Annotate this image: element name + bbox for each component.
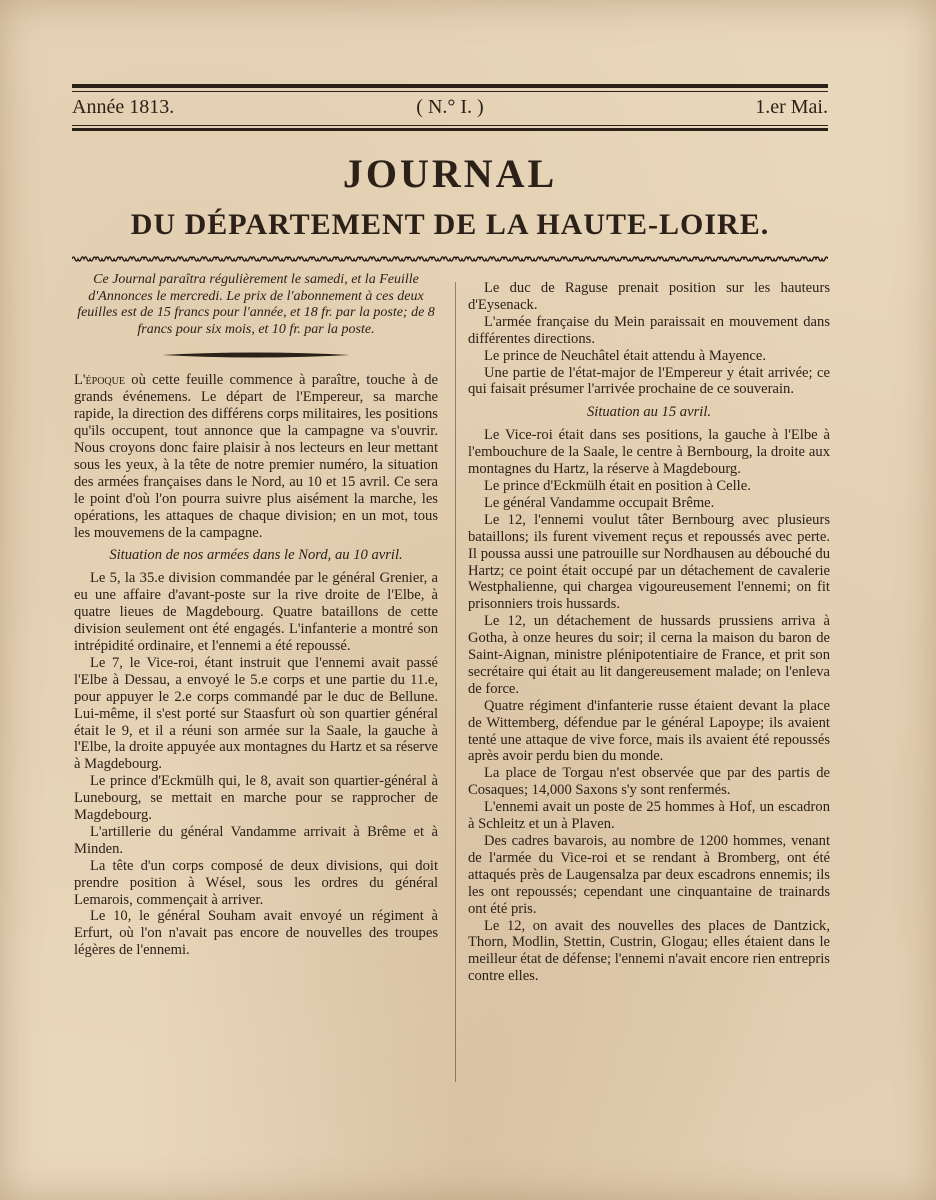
issue-year: Année 1813. — [72, 96, 175, 118]
paragraph: Des cadres bavarois, au nombre de 1200 hommes, venant de l'armée du Vice-roi et se rendant à Bromberg, ont été attaqués près de Laugensalza par deux escadrons ennemis; ils les ont repoussés; cependant une cinquantaine de trainards ont été pris. — [468, 833, 830, 917]
journal-title: JOURNAL — [342, 151, 558, 196]
paragraph: Quatre régiment d'infanterie russe étaient devant la place de Wittemberg, défendue par le général Lapoype; ils avaient tenté une attaque de vive force, mais ils avaient été repoussés après avoir perdu bien du monde. — [468, 697, 830, 765]
top-rule-thin — [72, 91, 828, 92]
paragraph: Le général Vandamme occupait Brême. — [484, 494, 715, 511]
paragraph: Le prince d'Eckmülh qui, le 8, avait son quartier-général à Lunebourg, se mettait en marche pour se rapprocher de Magdebourg. — [74, 773, 438, 824]
lead-word: L'époque — [74, 372, 125, 389]
issue-number: ( N.° I. ) — [416, 96, 484, 118]
ornament-divider — [74, 344, 438, 366]
opening-paragraph-text: où cette feuille commence à paraître, touche à de grands événemens. Le départ de l'Empereur, sa marche rapide, la direction des différens corps militaires, les positions qu'ils occupent, tout annonce que la campagne va s'ouvrir. Nous croyons donc faire plaisir à nos lecteurs en leur mettant sous les yeux, à la tête de notre premier numéro, la situation des armées françaises dans le Nord, au 10 et 15 avril. Ce sera le point d'où l'on pourra suivre plus aisément la marche, les opérations, les attaques de chaque division; en un mot, tous les mouvemens de la campagne. — [74, 372, 438, 541]
paragraph: La place de Torgau n'est observée que par des partis de Cosaques; 14,000 Saxons s'y sont renfermés. — [468, 765, 830, 799]
paragraph: Le duc de Raguse prenait position sur les hauteurs d'Eysenack. — [468, 280, 830, 313]
section-heading-10-avril: Situation de nos armées dans le Nord, au 10 avril. — [109, 547, 403, 564]
paragraph: Le 12, un détachement de hussards prussiens arriva à Gotha, à onze heures du soir; il cerna la maison du baron de Saint-Aignan, ministre plénipotentiaire de France, et prit son secrétaire qui était au lit dangereusement malade; on l'enleva de force. — [468, 613, 830, 697]
paragraph: Le 12, on avait des nouvelles des places de Dantzick, Thorn, Modlin, Stettin, Custrin, Glogau; elles étaient dans le meilleur état de défense; l'ennemi n'avait encore rien entrepris contre elles. — [468, 917, 830, 985]
subscription-notice: Ce Journal paraîtra régulièrement le samedi, et la Feuille d'Annonces le mercredi. Le prix de l'abonnement à ces deux feuilles est de 15 francs pour l'année, et 18 fr. par la poste; de 8 francs pour six mois, et 10 fr. par la poste. — [77, 272, 435, 337]
paragraph: La tête d'un corps composé de deux divisions, qui doit prendre position à Wésel, sous les ordres du général Lemarois, commençait à arriver. — [74, 857, 438, 908]
paragraph: Le 7, le Vice-roi, étant instruit que l'ennemi avait passé l'Elbe à Dessau, a envoyé le 5.e corps et une partie du 11.e, pour appuyer le 2.e corps commandé par le duc de Bellune. Lui-même, il s'est porté sur Staasfurt où son quartier général était le 9, et il a réuni son armée sur la Saale, la gauche à l'Elbe, la droite appuyée aux montagnes du Hartz et sa réserve à Magdebourg. — [74, 654, 438, 773]
paragraph: Le 10, le général Souham avait envoyé un régiment à Erfurt, où l'on n'avait pas encore de nouvelles des troupes légères de l'ennemi. — [74, 908, 438, 959]
paragraph: L'artillerie du général Vandamme arrivait à Brême et à Minden. — [74, 823, 438, 857]
paragraph: Une partie de l'état-major de l'Empereur y était arrivée; ce qui faisait présumer l'arrivée prochaine de ce souverain. — [468, 364, 830, 398]
paragraph: Le 12, l'ennemi voulut tâter Bernbourg avec plusieurs bataillons; ils furent vivement reçus et repoussés avec perte. Il poussa aussi une patrouille sur Nordhausen au débouché du Hartz; ce point était occupé par un détachement de cavalerie Westphalienne, qui chargea vigoureusement l'ennemi; on fit prisonniers trois hussards. — [468, 511, 830, 613]
dateline — [72, 96, 828, 122]
dateline-rule — [72, 128, 828, 131]
right-column — [468, 280, 830, 985]
wavy-rule — [72, 254, 828, 264]
column-divider — [455, 282, 456, 1082]
paragraph: Le Vice-roi était dans ses positions, la gauche à l'Elbe à l'embouchure de la Saale, le centre à Bernbourg, la droite aux montagnes du Hartz, la réserve à Magdebourg. — [468, 427, 830, 478]
paragraph: Le prince d'Eckmülh était en position à Celle. — [484, 477, 751, 494]
issue-date: 1.er Mai. — [755, 96, 828, 118]
journal-subtitle: DU DÉPARTEMENT DE LA HAUTE-LOIRE. — [130, 208, 770, 241]
left-column — [74, 270, 438, 959]
paragraph: Le prince de Neuchâtel était attendu à Mayence. — [484, 347, 766, 364]
dateline-rule-thin — [72, 125, 828, 126]
paragraph: L'armée française du Mein paraissait en mouvement dans différentes directions. — [468, 313, 830, 347]
section-heading-15-avril: Situation au 15 avril. — [586, 404, 712, 421]
paragraph: Le 5, la 35.e division commandée par le général Grenier, a eu une affaire d'avant-poste sur la rive droite de l'Elbe, à quatre lieues de Magdebourg. Quatre bataillons de cette division seulement ont été engagés. L'infanterie a montré son intrépidité ordinaire, et l'ennemi a été repoussé. — [74, 570, 438, 654]
top-rule — [72, 84, 828, 88]
paragraph: L'ennemi avait un poste de 25 hommes à Hof, un escadron à Schleitz et un à Plaven. — [468, 799, 830, 833]
opening-paragraph — [74, 372, 438, 541]
